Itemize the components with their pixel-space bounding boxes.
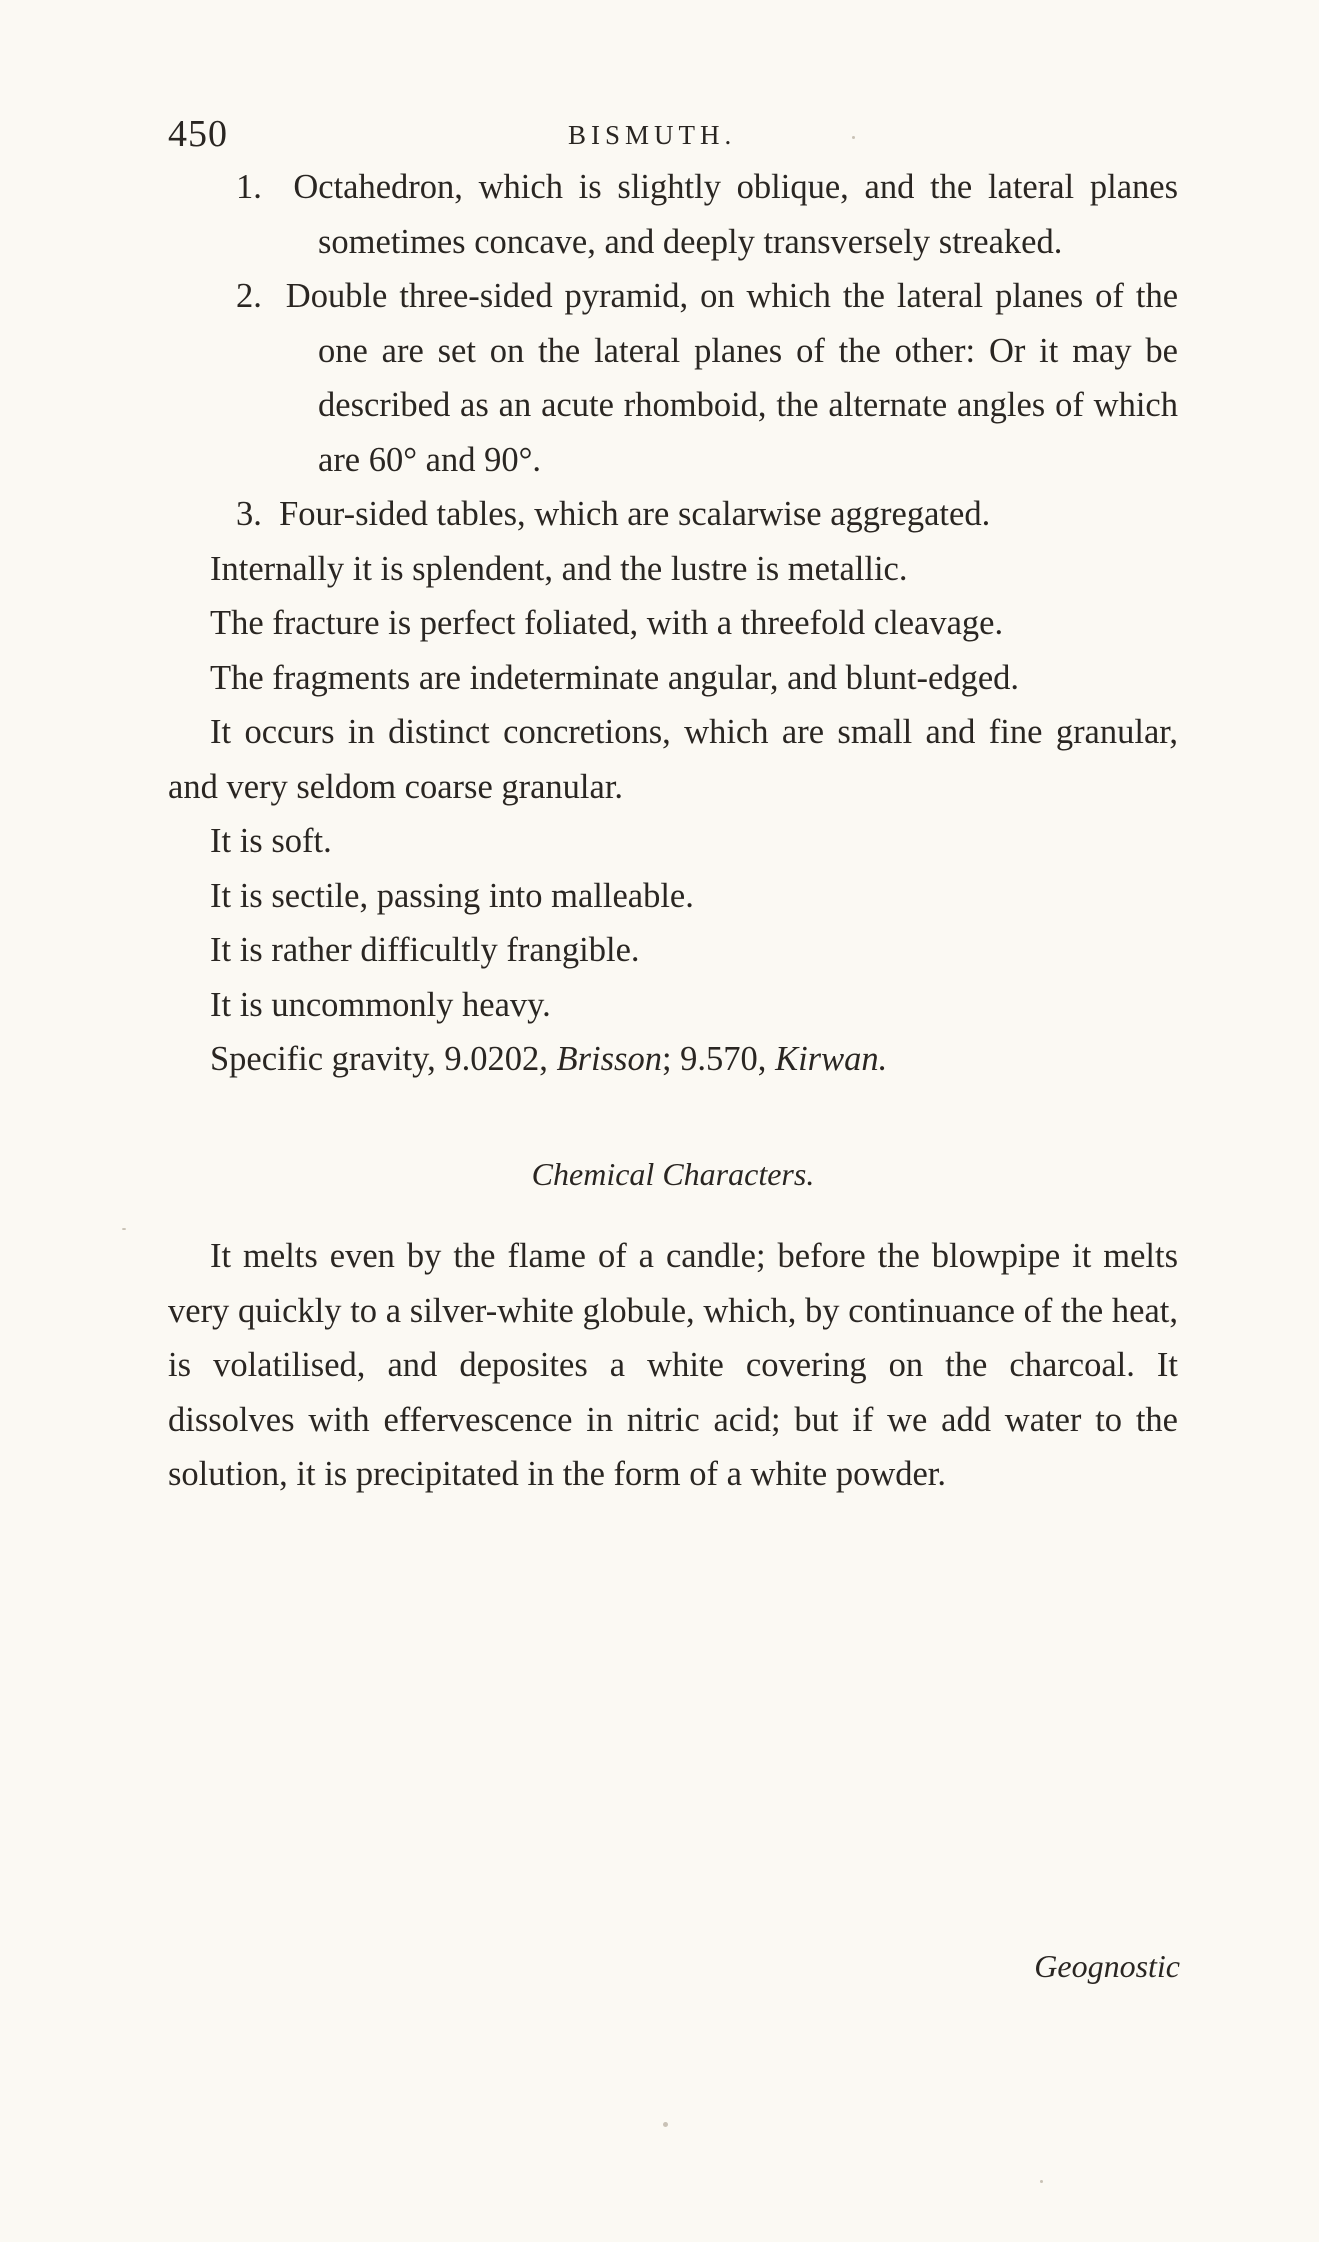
crystal-form-item — [168, 487, 1178, 542]
property-specific-gravity — [168, 1032, 1178, 1087]
paper-speck — [122, 1228, 126, 1230]
running-title: BISMUTH. — [568, 120, 737, 150]
specific-gravity-source-kirwan: Kirwan. — [775, 1040, 888, 1078]
property-frangibility: It is rather difficultly frangible. — [210, 931, 640, 969]
crystal-form-text: Four-sided tables, which are scalarwise aggregated. — [279, 495, 991, 533]
property-fracture: The fracture is perfect foliated, with a threefold cleavage. — [210, 604, 1004, 642]
property-hardness: It is soft. — [210, 822, 332, 860]
page-number: 450 — [168, 113, 228, 155]
property-lustre: Internally it is splendent, and the lustre is metallic. — [210, 549, 908, 588]
crystal-form-item — [168, 160, 1178, 269]
chemical-characters-paragraph: It melts even by the flame of a candle; before the blowpipe it melts very quickly to a silver-white globule, which, by continuance of the heat, is volatilised, and deposites a white covering on the charcoal. It dissolves with effervescence in nitric acid; but if we add water to the solution, it is precipitated in the form of a white powder. — [168, 1237, 1178, 1493]
crystal-form-number: 1. — [236, 168, 262, 206]
specific-gravity-prefix: Specific gravity, 9.0202, — [210, 1040, 557, 1078]
property-fragments: The fragments are indeterminate angular, and blunt-edged. — [210, 658, 1020, 697]
paper-speck — [663, 2122, 668, 2127]
section-heading-chemical: Chemical Characters. — [531, 1155, 815, 1192]
paper-speck — [852, 136, 855, 139]
paper-speck — [1040, 2180, 1043, 2183]
property-concretions: It occurs in distinct concretions, which are small and fine granular, and very seldom coarse granular. — [168, 713, 1178, 806]
specific-gravity-separator: ; 9.570, — [661, 1040, 776, 1078]
body-text — [168, 160, 1178, 1502]
specific-gravity-source-brisson: Brisson — [556, 1040, 662, 1078]
crystal-form-text: Double three-sided pyramid, on which the lateral planes of the one are set on the lateral planes of the other: Or it may be described as an acute rhomboid, the alternate angles of which are 60° and 90°. — [285, 277, 1179, 479]
crystal-form-item — [168, 269, 1178, 487]
property-weight: It is uncommonly heavy. — [210, 985, 551, 1024]
property-tenacity: It is sectile, passing into malleable. — [210, 876, 694, 915]
crystal-form-number: 2. — [236, 277, 262, 315]
crystal-form-number: 3. — [236, 495, 262, 533]
catchword: Geognostic — [1034, 1948, 1180, 1984]
crystal-form-text: Octahedron, which is slightly oblique, and the lateral planes sometimes concave, and deeply transversely streaked. — [293, 168, 1178, 261]
